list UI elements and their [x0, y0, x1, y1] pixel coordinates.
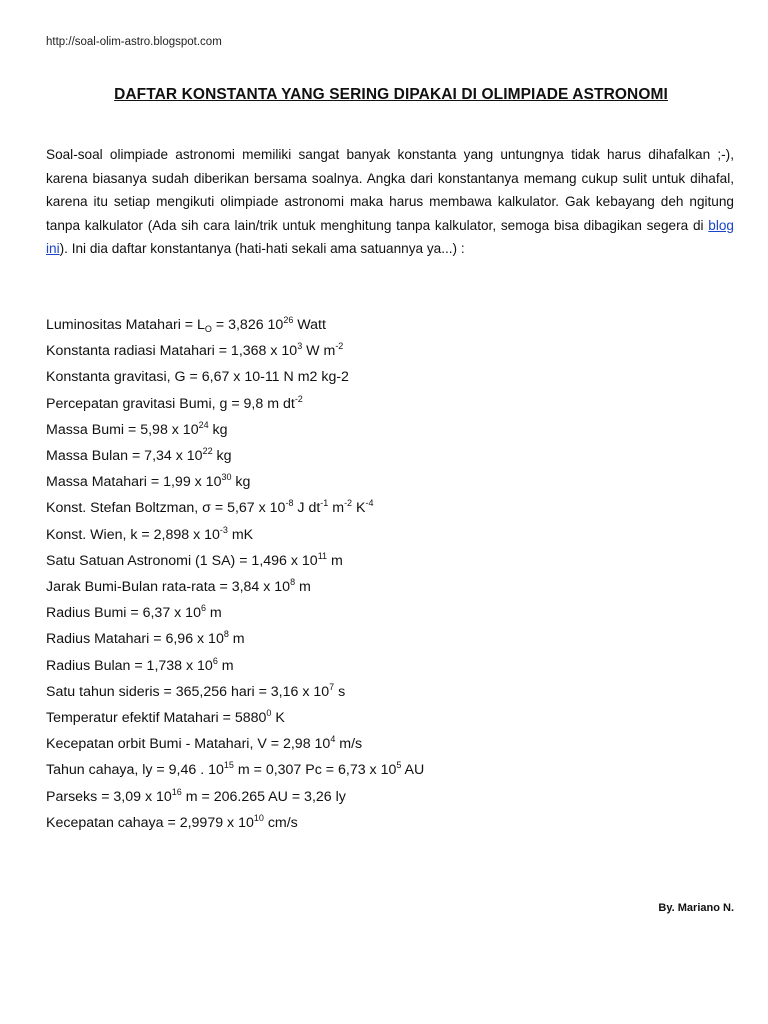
- constant-text: Jarak Bumi-Bulan rata-rata = 3,84 x 10: [46, 579, 291, 596]
- superscript: 24: [198, 419, 209, 430]
- superscript: 11: [317, 550, 328, 561]
- constant-text: Percepatan gravitasi Bumi, g = 9,8 m dt: [46, 395, 295, 412]
- intro-text-after-link: ). Ini dia daftar konstantanya (hati-hati sekali ama satuannya ya...) :: [59, 241, 465, 257]
- constant-text: m/s: [335, 736, 363, 753]
- constant-text: mK: [227, 526, 254, 543]
- constant-text: s: [334, 683, 346, 700]
- superscript: 6: [200, 603, 206, 614]
- superscript: 7: [329, 681, 335, 692]
- constant-text: m = 0,307 Pc = 6,73 x 10: [233, 762, 397, 779]
- constant-item: [46, 391, 736, 417]
- constant-item: [46, 731, 736, 757]
- constant-item: [46, 810, 736, 836]
- constant-item: [46, 364, 736, 390]
- constant-text: Massa Bulan = 7,34 x 10: [46, 448, 203, 465]
- constant-text: Radius Bumi = 6,37 x 10: [46, 605, 201, 622]
- constant-text: Satu Satuan Astronomi (1 SA) = 1,496 x 10: [46, 552, 318, 569]
- constant-text: Watt: [293, 317, 326, 333]
- constant-item: [46, 312, 736, 338]
- constant-item: [46, 600, 736, 626]
- constant-text: kg: [212, 448, 232, 465]
- blog-link[interactable]: blog ini: [46, 217, 734, 257]
- intro-text-before-link: Soal-soal olimpiade astronomi memiliki sangat banyak konstanta yang untungnya tidak harus dihafalkan ;-), karena biasanya sudah diberikan bersama soalnya. Angka dari konstantanya memang cukup sulit untuk dihafal, karena itu setiap mengikuti olimpiade astronomi maka harus membawa kalkulator. Gak kebayang deh ngitung tanpa kalkulator (Ada sih cara lain/trik untuk menghitung tanpa kalkulator, semoga bisa dibagikan segera di: [46, 147, 734, 233]
- superscript: 8: [290, 577, 296, 588]
- constant-text: W m: [302, 343, 336, 360]
- author-signature: By. Mariano N.: [658, 902, 734, 914]
- constant-text: K: [271, 710, 285, 727]
- superscript: 15: [223, 760, 234, 771]
- superscript: 26: [283, 315, 294, 325]
- constant-text: Luminositas Matahari = L: [46, 317, 205, 333]
- constant-item: [46, 784, 736, 810]
- constant-text: kg: [208, 421, 228, 438]
- superscript: 3: [297, 341, 303, 352]
- superscript: 5: [396, 760, 402, 771]
- superscript: -2: [335, 341, 344, 352]
- superscript: -2: [344, 498, 353, 509]
- constant-text: m: [205, 605, 222, 622]
- superscript: -2: [294, 393, 303, 404]
- constant-text: Temperatur efektif Matahari = 5880: [46, 710, 267, 727]
- constant-item: [46, 469, 736, 495]
- constant-text: AU: [401, 762, 425, 779]
- superscript: 30: [221, 472, 232, 483]
- constant-item: [46, 338, 736, 364]
- intro-paragraph: [46, 143, 734, 261]
- constant-text: Konstanta gravitasi, G = 6,67 x 10-11 N m2 kg-2: [46, 369, 349, 386]
- superscript: -4: [365, 498, 374, 509]
- constant-text: Konst. Stefan Boltzman, σ = 5,67 x 10: [46, 500, 286, 517]
- superscript: 10: [253, 812, 264, 823]
- constant-text: Konstanta radiasi Matahari = 1,368 x 10: [46, 343, 298, 360]
- constant-text: Tahun cahaya, ly = 9,46 . 10: [46, 762, 224, 779]
- constant-item: [46, 679, 736, 705]
- header-url: http://soal-olim-astro.blogspot.com: [46, 36, 222, 48]
- constant-item: [46, 495, 736, 521]
- constant-text: = 3,826 10: [211, 317, 284, 333]
- constant-text: Parseks = 3,09 x 10: [46, 788, 172, 805]
- superscript: -8: [285, 498, 294, 509]
- constant-text: K: [352, 500, 366, 517]
- constant-text: kg: [231, 474, 251, 491]
- constant-text: Satu tahun sideris = 365,256 hari = 3,16 x 10: [46, 683, 330, 700]
- constant-text: Konst. Wien, k = 2,898 x 10: [46, 526, 220, 543]
- constant-text: J dt: [293, 500, 321, 517]
- constant-item: [46, 522, 736, 548]
- constant-text: Massa Matahari = 1,99 x 10: [46, 474, 222, 491]
- constant-text: m: [328, 500, 345, 517]
- constant-text: Radius Matahari = 6,96 x 10: [46, 631, 224, 648]
- superscript: 8: [223, 629, 229, 640]
- constant-text: Kecepatan cahaya = 2,9979 x 10: [46, 814, 254, 831]
- constant-text: m: [327, 552, 343, 569]
- constant-text: m: [217, 657, 234, 674]
- constant-text: Massa Bumi = 5,98 x 10: [46, 421, 199, 438]
- page-title: DAFTAR KONSTANTA YANG SERING DIPAKAI DI OLIMPIADE ASTRONOMI: [114, 86, 668, 103]
- constant-text: m: [295, 579, 311, 596]
- constant-item: [46, 653, 736, 679]
- constant-text: m: [228, 631, 245, 648]
- constant-text: Kecepatan orbit Bumi - Matahari, V = 2,98 10: [46, 736, 331, 753]
- superscript: 22: [202, 446, 213, 457]
- superscript: 16: [171, 786, 182, 797]
- superscript: -3: [219, 524, 228, 535]
- constant-item: [46, 626, 736, 652]
- constant-item: [46, 548, 736, 574]
- constant-item: [46, 705, 736, 731]
- superscript: 0: [266, 708, 272, 719]
- constant-text: cm/s: [263, 814, 298, 831]
- constant-item: [46, 443, 736, 469]
- constant-item: [46, 757, 736, 783]
- superscript: 6: [212, 655, 218, 666]
- constant-text: m = 206.265 AU = 3,26 ly: [181, 788, 346, 805]
- constant-item: [46, 574, 736, 600]
- superscript: 4: [330, 734, 336, 745]
- constants-list: [46, 312, 736, 836]
- constant-item: [46, 417, 736, 443]
- subscript: O: [204, 324, 212, 334]
- superscript: -1: [320, 498, 329, 509]
- constant-text: Radius Bulan = 1,738 x 10: [46, 657, 213, 674]
